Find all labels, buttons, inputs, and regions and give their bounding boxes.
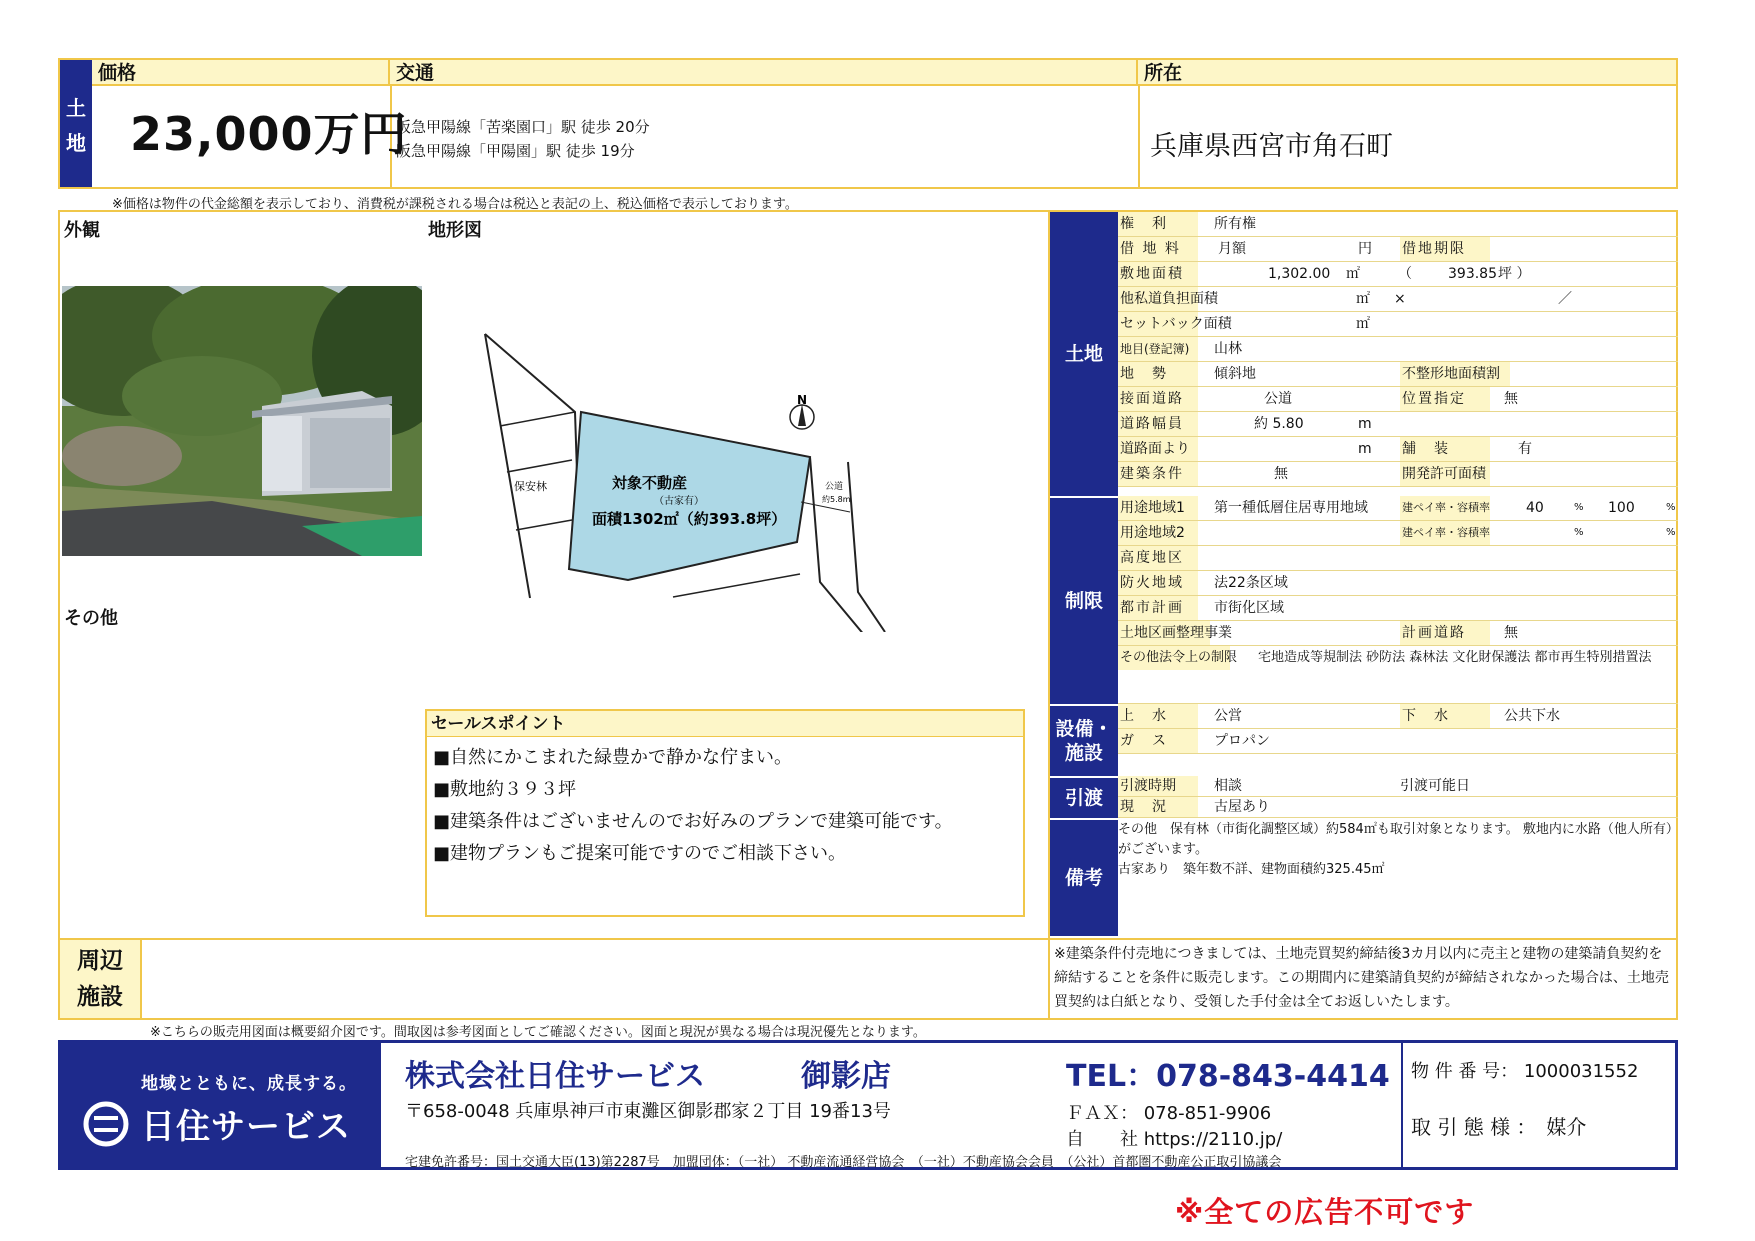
build-cond-label: 建築条件 xyxy=(1118,462,1198,486)
other-label: その他 xyxy=(64,608,118,629)
road-value: 公道 xyxy=(1264,391,1292,407)
height-label: 高度地区 xyxy=(1118,546,1198,570)
left-area xyxy=(60,212,1048,938)
row-terrain xyxy=(1118,362,1678,387)
north-mark: N xyxy=(797,393,808,407)
use1-label: 用途地域1 xyxy=(1118,496,1198,520)
pct-2: % xyxy=(1666,502,1676,513)
row-build-cond xyxy=(1118,462,1678,487)
deal-type: 取 引 態 様 ： 媒介 xyxy=(1411,1115,1587,1139)
deal-info xyxy=(1401,1043,1675,1167)
row-handover xyxy=(1118,776,1678,797)
logo-box xyxy=(61,1043,381,1167)
area-tsubo-unit: 坪 ） xyxy=(1498,266,1531,282)
map-road: 公道 xyxy=(825,482,844,492)
dev-permit-label: 開発許可面積 xyxy=(1400,462,1490,486)
company-name: 株式会社日住サービス xyxy=(405,1059,705,1094)
road-label: 接面道路 xyxy=(1118,387,1198,411)
price-label: 価格 xyxy=(92,60,390,86)
use2-label: 用途地域2 xyxy=(1118,521,1198,545)
side-char-1: 土 xyxy=(66,95,86,120)
sales-points xyxy=(425,709,1025,917)
other-law-label: その他法令上の制限 xyxy=(1118,646,1230,670)
slogan: 地域とともに、成長する。 xyxy=(141,1074,357,1094)
price-value: 23,000万円 xyxy=(130,107,408,161)
terrain-map xyxy=(460,312,980,632)
private-road-x: × xyxy=(1394,291,1406,307)
lease-yen: 円 xyxy=(1358,241,1372,257)
row-gas xyxy=(1118,729,1678,754)
handover-date-label: 引渡可能日 xyxy=(1400,778,1470,794)
surround-2: 施設 xyxy=(77,984,123,1010)
map-label: 地形図 xyxy=(428,220,482,241)
surround-label xyxy=(60,938,142,1018)
logo-mark-icon xyxy=(83,1101,129,1147)
city-label: 都市計画 xyxy=(1118,596,1198,620)
row-fire xyxy=(1118,571,1678,596)
gas-value: プロパン xyxy=(1214,733,1270,749)
license-info: 宅建免許番号：国土交通大臣(13)第2287号 加盟団体：（一社） 不動産流通経営協会 （一社）不動産協会会員 （公社）首都圏不動産公正取引協議会 xyxy=(405,1155,1282,1170)
ratio2-label: 建ペイ率・容積率 xyxy=(1400,521,1490,545)
map-target-title: 対象不動産 xyxy=(612,474,688,492)
row-gap xyxy=(1118,754,1678,776)
condition-note: ※建築条件付売地につきましては、土地売買契約締結後3カ月以内に売主と建物の建築請負契約を締結することを条件に販売します。この期間内に建築請負契約が締結されなかった場合は、土地売買契約は白紙となり、受領した手付金は全てお返しいたします。 xyxy=(1048,938,1676,1018)
row-status xyxy=(1118,797,1678,818)
traffic-label: 交通 xyxy=(390,60,1138,86)
readjust-label: 土地区画整理事業 xyxy=(1118,621,1210,645)
remarks-2: 古家あり 築年数不詳、建物面積約325.45㎡ xyxy=(1118,862,1385,877)
ratio1-a: 40 xyxy=(1526,500,1544,516)
gas-label: ガ ス xyxy=(1118,729,1198,753)
private-road-slash: ／ xyxy=(1558,291,1572,307)
row-readjust xyxy=(1118,621,1678,646)
address-value: 兵庫県西宮市角石町 xyxy=(1150,131,1393,162)
row-from-road xyxy=(1118,437,1678,462)
row-road-width xyxy=(1118,412,1678,437)
private-road-label: 他私道負担面積 xyxy=(1118,287,1198,311)
row-water xyxy=(1118,704,1678,729)
surround-body xyxy=(142,938,1048,1018)
category-label: 地目(登記簿) xyxy=(1118,337,1198,361)
cat-equip xyxy=(1050,704,1118,776)
ratio-label: 建ペイ率・容積率 xyxy=(1400,496,1490,520)
row-road xyxy=(1118,387,1678,412)
row-category xyxy=(1118,337,1678,362)
category-value: 山林 xyxy=(1214,341,1242,357)
lease-term-label: 借地期限 xyxy=(1400,237,1490,261)
row-use1 xyxy=(1118,496,1678,521)
website-link[interactable]: 自 社 https://2110.jp/ xyxy=(1066,1129,1283,1150)
map-road-width: 約5.8m xyxy=(822,495,851,504)
use1-value: 第一種低層住居専用地域 xyxy=(1214,500,1368,516)
from-road-unit: m xyxy=(1358,441,1372,457)
cat-remarks: 備考 xyxy=(1050,818,1118,936)
exterior-photo xyxy=(62,286,422,556)
terrain-label: 地 勢 xyxy=(1118,362,1198,386)
cat-handover: 引渡 xyxy=(1050,776,1118,818)
row-other-law xyxy=(1118,646,1678,704)
exterior-label: 外観 xyxy=(64,220,100,241)
traffic-line-1: 阪急甲陽線「苦楽園口」駅 徒歩 20分 xyxy=(396,118,650,136)
row-rights xyxy=(1118,212,1678,237)
company-footer xyxy=(58,1040,1678,1170)
road-width-unit: m xyxy=(1358,416,1372,432)
from-road-label: 道路面より xyxy=(1118,437,1198,461)
side-char-2: 地 xyxy=(66,130,86,155)
company-address: 〒658-0048 兵庫県神戸市東灘区御影郡家２丁目 19番13号 xyxy=(405,1101,891,1122)
handover-value: 相談 xyxy=(1214,778,1242,794)
branch-name: 御影店 xyxy=(801,1059,891,1094)
road-width-value: 約 5.80 xyxy=(1254,416,1304,432)
area-tsubo: 393.85 xyxy=(1448,266,1497,282)
fax: ＦＡＸ： 078-851-9906 xyxy=(1066,1103,1272,1124)
pct-3: % xyxy=(1574,527,1584,538)
handover-label: 引渡時期 xyxy=(1118,776,1198,796)
cat-land: 土地 xyxy=(1050,212,1118,496)
sales-item: ■建築条件はございませんのでお好みのプランで建築可能です。 xyxy=(433,811,953,832)
rights-label: 権 利 xyxy=(1118,212,1198,236)
water-label: 上 水 xyxy=(1118,704,1198,728)
sales-title: セールスポイント xyxy=(427,711,1023,737)
logo-text: 日住サービス xyxy=(141,1107,351,1147)
private-road-unit: ㎡ xyxy=(1356,291,1370,307)
area-open: （ xyxy=(1398,266,1412,282)
traffic-line-2: 阪急甲陽線「甲陽園」駅 徒歩 19分 xyxy=(396,142,635,160)
area-unit: ㎡ xyxy=(1346,266,1360,282)
address-label: 所在 xyxy=(1138,60,1676,86)
spec-table xyxy=(1048,212,1676,938)
row-private-road xyxy=(1118,287,1678,312)
map-target-area: 面積1302㎡（約393.8坪） xyxy=(592,510,787,528)
rights-value: 所有権 xyxy=(1214,216,1256,232)
status-value: 古屋あり xyxy=(1214,799,1270,815)
map-target-subtitle: （古家有） xyxy=(654,496,704,507)
other-law-value: 宅地造成等規制法 砂防法 森林法 文化財保護法 都市再生特別措置法 xyxy=(1258,650,1652,665)
remarks-1: その他 保有林（市街化調整区域）約584㎡も取引対象となります。 敷地内に水路（他人所有）がございます。 xyxy=(1118,822,1673,857)
sewer-label: 下 水 xyxy=(1400,704,1490,728)
plan-note: ※こちらの販売用図面は概要紹介図です。間取図は参考図面としてご確認ください。図面と現況が異なる場合は現況優先となります。 xyxy=(150,1025,926,1040)
setback-unit: ㎡ xyxy=(1356,316,1370,332)
water-value: 公営 xyxy=(1214,708,1242,724)
irregular-label: 不整形地面積割 xyxy=(1400,362,1510,386)
position-label: 位置指定 xyxy=(1400,387,1490,411)
row-lease xyxy=(1118,237,1678,262)
sales-item: ■建物プランもご提案可能ですのでご相談下さい。 xyxy=(433,843,847,864)
surround-1: 周辺 xyxy=(77,948,123,974)
plan-road-label: 計画道路 xyxy=(1400,621,1490,645)
row-area xyxy=(1118,262,1678,287)
pct-1: % xyxy=(1574,502,1584,513)
fire-label: 防火地域 xyxy=(1118,571,1198,595)
status-label: 現 況 xyxy=(1118,797,1198,817)
ad-ban-notice: ※全ての広告不可です xyxy=(1175,1195,1475,1229)
build-cond-value: 無 xyxy=(1274,466,1288,482)
cat-equip-1: 設備・ xyxy=(1055,718,1113,740)
row-use2 xyxy=(1118,521,1678,546)
road-width-label: 道路幅員 xyxy=(1118,412,1198,436)
property-details xyxy=(58,210,1678,1020)
paved-label: 舗 装 xyxy=(1400,437,1490,461)
tel[interactable]: TEL：078-843-4414 xyxy=(1066,1059,1390,1094)
position-value: 無 xyxy=(1504,391,1518,407)
paved-value: 有 xyxy=(1518,441,1532,457)
row-city xyxy=(1118,596,1678,621)
pct-4: % xyxy=(1666,527,1676,538)
cat-restrict: 制限 xyxy=(1050,496,1118,704)
row-setback xyxy=(1118,312,1678,337)
tax-note: ※価格は物件の代金総額を表示しており、消費税が課税される場合は税込と表記の上、税込価格で表示しております。 xyxy=(112,197,798,212)
area-label: 敷地面積 xyxy=(1118,262,1198,286)
property-number: 物 件 番 号： 1000031552 xyxy=(1411,1061,1639,1082)
sales-item: ■自然にかこまれた緑豊かで静かな佇まい。 xyxy=(433,747,793,768)
row-height xyxy=(1118,546,1678,571)
lease-label: 借 地 料 xyxy=(1118,237,1198,261)
land-side-label xyxy=(60,60,92,187)
sewer-value: 公共下水 xyxy=(1504,708,1560,724)
map-forest: 保安林 xyxy=(514,480,547,493)
terrain-value: 傾斜地 xyxy=(1214,366,1256,382)
sales-item: ■敷地約３９３坪 xyxy=(433,779,577,800)
cat-equip-2: 施設 xyxy=(1064,742,1103,764)
price-header xyxy=(58,58,1678,189)
area-value: 1,302.00 xyxy=(1268,266,1331,282)
lease-value: 月額 xyxy=(1218,241,1246,257)
fire-value: 法22条区域 xyxy=(1214,575,1288,591)
city-value: 市街化区域 xyxy=(1214,600,1284,616)
ratio1-b: 100 xyxy=(1608,500,1635,516)
setback-label: セットバック面積 xyxy=(1118,312,1198,336)
plan-road-value: 無 xyxy=(1504,625,1518,641)
row-remarks xyxy=(1118,818,1678,936)
